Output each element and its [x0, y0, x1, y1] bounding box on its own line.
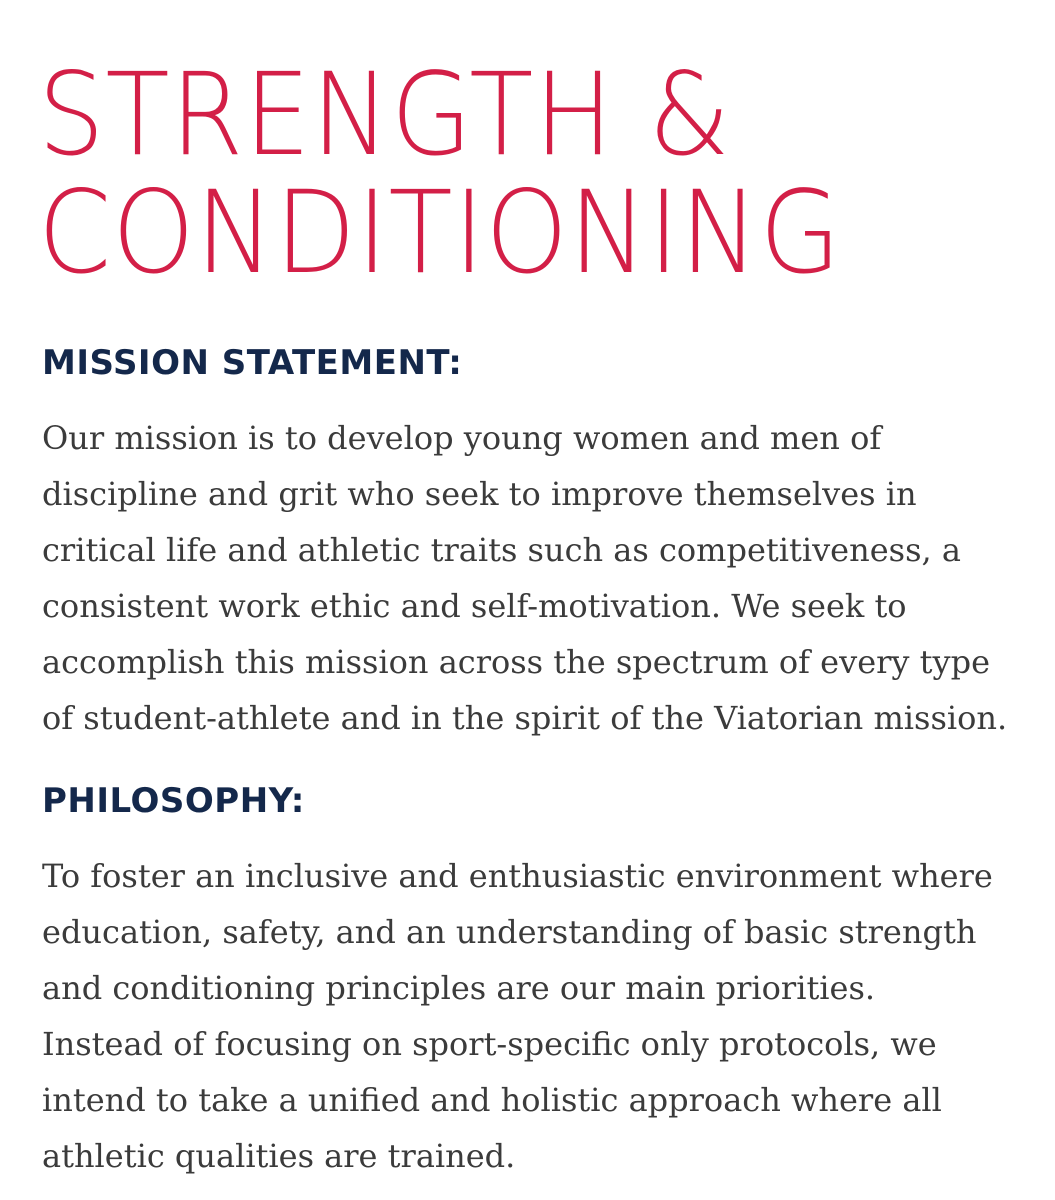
philosophy-line: Instead of focusing on sport-specific only protocols, we	[42, 1025, 937, 1063]
mission-statement-text	[42, 410, 1007, 746]
philosophy-line: To foster an inclusive and enthusiastic environment where	[42, 857, 993, 895]
mission-line: of student-athlete and in the spirit of the Viatorian mission.	[42, 699, 1008, 737]
philosophy-line: education, safety, and an understanding of basic strength	[42, 913, 977, 951]
page-title-line-1: STRENGTH &	[38, 48, 732, 181]
philosophy-line: and conditioning principles are our main priorities.	[42, 969, 876, 1007]
philosophy-text	[42, 848, 993, 1184]
philosophy-line: intend to take a unified and holistic approach where all	[42, 1081, 942, 1119]
mission-line: accomplish this mission across the spectrum of every type	[42, 643, 991, 681]
mission-line: discipline and grit who seek to improve themselves in	[42, 475, 917, 513]
page-title	[38, 48, 842, 299]
page-title-line-2: CONDITIONING	[38, 166, 842, 299]
mission-line: critical life and athletic traits such as competitiveness, a	[42, 531, 961, 569]
philosophy-line: athletic qualities are trained.	[42, 1137, 516, 1175]
mission-statement-heading: MISSION STATEMENT:	[42, 343, 463, 383]
philosophy-heading: PHILOSOPHY:	[42, 781, 305, 821]
mission-line: Our mission is to develop young women and men of	[42, 419, 882, 457]
mission-line: consistent work ethic and self-motivation. We seek to	[42, 587, 907, 625]
